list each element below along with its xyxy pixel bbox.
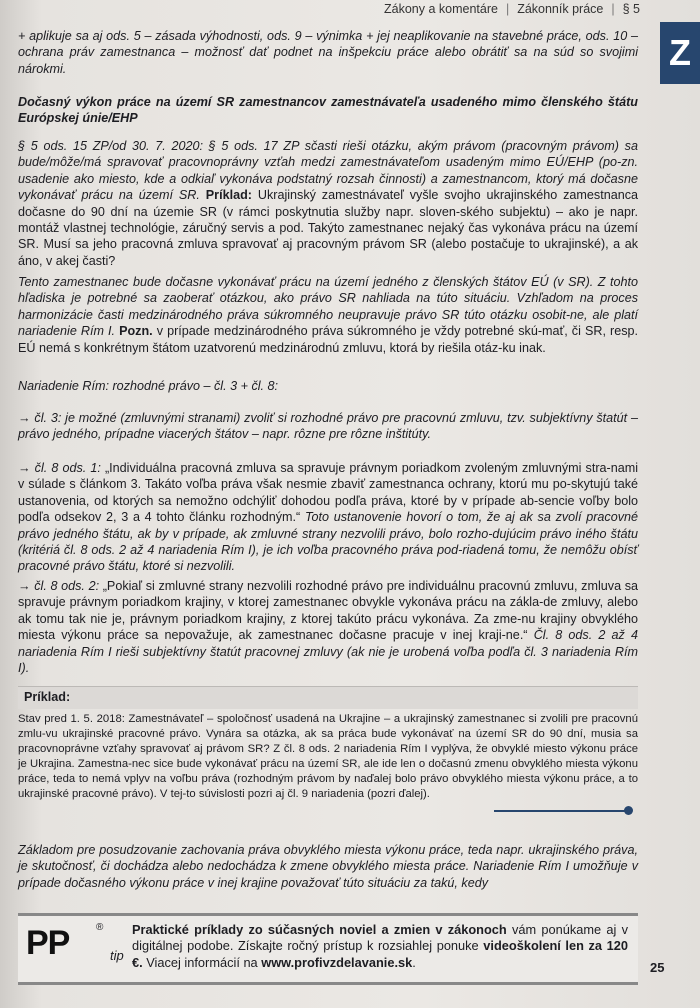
header-paragraph: § 5 <box>622 2 640 16</box>
example-header <box>18 686 638 709</box>
p6-lead: → čl. 8 ods. 2: <box>18 579 100 593</box>
p1-bold: Príklad: <box>205 188 252 203</box>
section-title <box>18 94 638 127</box>
page-number: 25 <box>650 960 665 975</box>
example-label: Príklad: <box>24 690 71 704</box>
paragraph-5 <box>18 460 638 575</box>
p3-text: Nariadenie Rím: rozhodné právo – čl. 3 + čl. 8: <box>18 379 279 393</box>
running-header <box>340 2 640 16</box>
promo-text <box>132 922 628 971</box>
p5-italic: Toto ustanovenie hovorí o tom, že aj ak sa zvolí pracovné právo jedného štátu, ak by v prípade, ak zmluvné strany nezvolili právo, bolo rozho-dujúcim právo iného štátu (kritériá čl. 8 ods. 2 až 4 nariadenia Rím I), je ich voľba pracovného práva pod-riadená tomu, že nemôžu obísť pracovné právo štátu, ktoré si nezvolili. <box>18 510 638 574</box>
header-book: Zákonník práce <box>517 2 604 16</box>
tip-text: tip <box>110 948 124 963</box>
p2-rest: v prípade medzinárodného práva súkromného je vždy potrebné skú-mať, či SR, resp. EÚ nemá s konkrétnym štátom uzatvorenú medzinárodnú zmluvu, ktorá by riešila otáz-ku inak. <box>18 324 638 355</box>
example-box <box>18 712 638 802</box>
promo-bold-2: videoškolení len za 120 €. <box>132 938 628 970</box>
p1-italic: § 5 ods. 15 ZP/od 30. 7. 2020: § 5 ods. 17 ZP sčasti rieši otázku, akým právom (pracovným právom) sa bude/môže/má spravovať pracovnoprávny vzťah medzi zamestnávateľom usadeným mimo EÚ/EHP (po-zn. usadenie ako miesto, kde a odkiaľ vykonáva podstatný rozsah činnosti) a zamestnancom, ktorý má dočasne vykonávať prácu na území SR. <box>18 139 638 203</box>
promo-link[interactable]: www.profivzdelavanie.sk <box>261 954 413 970</box>
header-section: Zákony a komentáre <box>383 2 498 16</box>
chapter-tab: Z <box>660 22 700 84</box>
paragraph-1 <box>18 138 638 269</box>
p2-italic: Tento zamestnanec bude dočasne vykonávať prácu na území jedného z členských štátov EÚ (v SR). Z tohto hľadiska je potrebné sa zaoberať otázkou, ako právo SR nahliada na túto situáciu. Vzhľadom na proces harmonizácie časti medzinárodného práva súkromného neupravuje právo SR túto otázku osobit-ne, ale platí nariadenie Rím I. <box>18 275 638 339</box>
paragraph-7 <box>18 842 638 891</box>
p5-lead: → čl. 8 ods. 1: <box>18 461 101 475</box>
top-fragment-text: + aplikuje sa aj ods. 5 – zásada výhodnosti, ods. 9 – výnimka + jej neaplikovanie na stavebné práce, ods. 10 – ochrana práv zamestnanca – možnosť dať podnet na inšpekciu práce alebo obrátiť sa na súd so svojimi nárokmi. <box>18 29 638 76</box>
promo-text-3: . <box>412 954 416 970</box>
example-text: Stav pred 1. 5. 2018: Zamestnávateľ – spoločnosť usadená na Ukrajine – a ukrajinský zamestnanec si zvolili pre pracovnú zmlu-vu ukrajinské pracovné právo. Vynára sa otázka, ak sa práca bude vykonávať na území SR do 90 dní, musia sa pracovnoprávne vzťahy spravovať aj právom SR? Z čl. 8 ods. 2 nariadenia Rím I vyplýva, že obvyklé miesto výkonu práce je Ukrajina. Zamestna-nec sice bude vykonávať prácu na území SR, ale ide len o dočasnú zmenu obvyklého miesta výkonu práce, teda to nemá vplyv na voľbu práva (rozhodným právom by naďalej bolo právo obvyklého miesta výkonu práce, a to ukrajinské pracovné právo). V tej-to súvislosti pozri aj čl. 9 nariadenia (pozri ďalej). <box>18 713 638 800</box>
paragraph-4 <box>18 410 638 443</box>
registered-mark: ® <box>96 922 104 933</box>
promo-text-1: vám ponúkame aj v digitálnej podobe. Získajte ročný prístup k rozsiahlej ponuke <box>132 922 628 954</box>
example-end-dot <box>624 806 633 815</box>
p2-bold: Pozn. <box>119 324 153 339</box>
top-fragment <box>18 28 638 77</box>
pp-tip-logo <box>26 922 124 970</box>
p7-text: Základom pre posudzovanie zachovania práva obvyklého miesta výkonu práce, teda napr. ukrajinského práva, je skutočnosť, či dochádza alebo nedochádza k zmene obvyklého miesta práce. Nariadenie Rím I umožňuje v prípade dočasného výkonu práce v inej krajine považovať túto situáciu za takú, kedy <box>18 843 638 890</box>
paragraph-3 <box>18 378 638 394</box>
p1-rest: Ukrajinský zamestnávateľ vyšle svojho ukrajinského zamestnanca dočasne do 90 dní na územie SR (v rámci poskytnutia služby napr. sloven-ského subjektu) – ako je napr. montáž vlastnej technológie, záručný servis a pod. Takýto zamestnanec nejaký čas vykonáva prácu na území SR. Musí sa jeho pracovná zmluva spravovať aj pracovným právom SR (alebo postačuje to ukrajinské), a ak áno, v akej časti? <box>18 188 639 268</box>
promo-box <box>18 913 638 985</box>
header-separator: | <box>505 2 510 16</box>
pp-logo-text: PP <box>26 924 70 962</box>
p6-italic: Čl. 8 ods. 2 až 4 nariadenia Rím I rieši subjektívny štatút pracovnej zmluvy (ak nie je urobená voľba podľa čl. 3 nariadenia Rím I). <box>18 628 639 676</box>
p4-text: → čl. 3: je možné (zmluvnými stranami) zvoliť si rozhodné právo pre pracovnú zmluvu, tzv. subjektívny štatút – právo jedného, prípadne viacerých štátov – napr. rôzne pre rôzne inštitúty. <box>18 411 638 442</box>
p6-quote: „Pokiaľ si zmluvné strany nezvolili rozhodné právo pre individuálnu pracovnú zmluvu, zmluva sa spravuje právnym poriadkom krajiny, v ktorej zamestnanec obvykle vykonáva prácu na zákla-de zmluvy, alebo ak tomu tak nie je, právnym poriadkom krajiny, z ktorej takúto prácu vykonáva. Za zme-nu krajiny obvyklého miesta výkonu práce sa nepovažuje, ak zamestnanec dočasne pracuje v inej kraji-ne.“ <box>18 579 639 643</box>
promo-text-2: Viacej informácií na <box>142 954 262 970</box>
section-title-text: Dočasný výkon práce na území SR zamestnancov zamestnávateľa usadeného mimo členského štátu Európskej únie/EHP <box>18 95 638 126</box>
promo-bold-1: Praktické príklady zo súčasných noviel a zmien v zákonoch <box>132 922 507 937</box>
p5-quote: „Individuálna pracovná zmluva sa spravuje právnym poriadkom zvoleným zmluvnými stra-nami v súlade s článkom 3. Takáto voľba práva však nesmie zbaviť zamestnanca ochrany, ktorú mu po-skytujú také ustanovenia, od ktorých sa nemožno odchýliť dohodou podľa práva, ktoré by v prípade ab-sencie voľby bolo podľa odsekov 2, 3 a 4 tohto článku rozhodným.“ <box>18 461 639 525</box>
paragraph-2 <box>18 274 638 356</box>
paragraph-6 <box>18 578 638 676</box>
example-end-rule <box>494 810 626 812</box>
header-separator: | <box>611 2 615 16</box>
